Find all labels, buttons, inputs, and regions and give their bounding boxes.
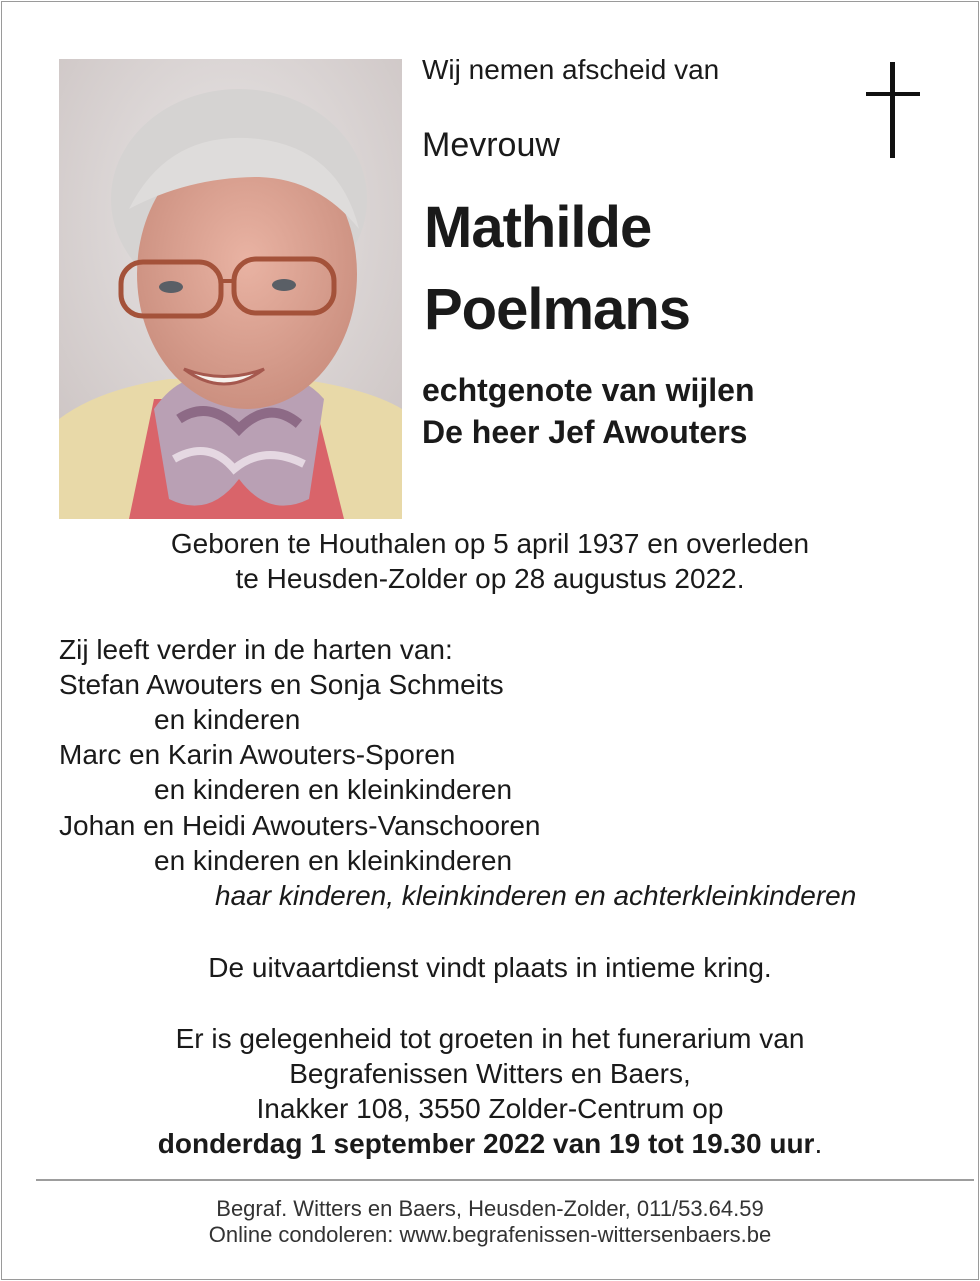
spouse-line-2: De heer Jef Awouters — [422, 414, 748, 450]
visitation-line-1: Er is gelegenheid tot groeten in het funerarium van — [175, 1023, 805, 1054]
cross-icon — [864, 62, 924, 160]
family-member-sub: en kinderen en kleinkinderen — [154, 774, 513, 805]
visitation-line-4 — [0, 1128, 980, 1160]
intro-text: Wij nemen afscheid van — [422, 54, 720, 85]
footer-condolence-link[interactable]: Online condoleren: www.begrafenissen-wittersenbaers.be — [208, 1222, 772, 1247]
honorific: Mevrouw — [422, 126, 560, 164]
visitation-period: . — [814, 1128, 823, 1159]
family-member-name: Stefan Awouters en Sonja Schmeits — [59, 669, 504, 700]
last-name: Poelmans — [424, 277, 690, 342]
footer-contact: Begraf. Witters en Baers, Heusden-Zolder, 011/53.64.59 — [216, 1196, 764, 1221]
service-notice: De uitvaartdienst vindt plaats in intieme kring. — [208, 952, 772, 983]
family-closing: haar kinderen, kleinkinderen en achterkleinkinderen — [215, 880, 857, 911]
birth-line-2: te Heusden-Zolder op 28 augustus 2022. — [235, 563, 745, 594]
family-member-sub: en kinderen en kleinkinderen — [154, 845, 513, 876]
family-intro: Zij leeft verder in de harten van: — [59, 634, 453, 665]
first-name: Mathilde — [424, 195, 652, 260]
footer-divider — [36, 1179, 974, 1181]
visitation-line-3: Inakker 108, 3550 Zolder-Centrum op — [256, 1093, 724, 1124]
spouse-line-1: echtgenote van wijlen — [422, 372, 755, 408]
family-member-name: Marc en Karin Awouters-Sporen — [59, 739, 456, 770]
portrait-photo — [59, 59, 402, 519]
visitation-line-2: Begrafenissen Witters en Baers, — [289, 1058, 691, 1089]
visitation-datetime: donderdag 1 september 2022 van 19 tot 19.30 uur — [157, 1128, 815, 1159]
birth-line-1: Geboren te Houthalen op 5 april 1937 en overleden — [170, 528, 810, 559]
family-member-sub: en kinderen — [154, 704, 301, 735]
family-member-name: Johan en Heidi Awouters-Vanschooren — [59, 810, 541, 841]
